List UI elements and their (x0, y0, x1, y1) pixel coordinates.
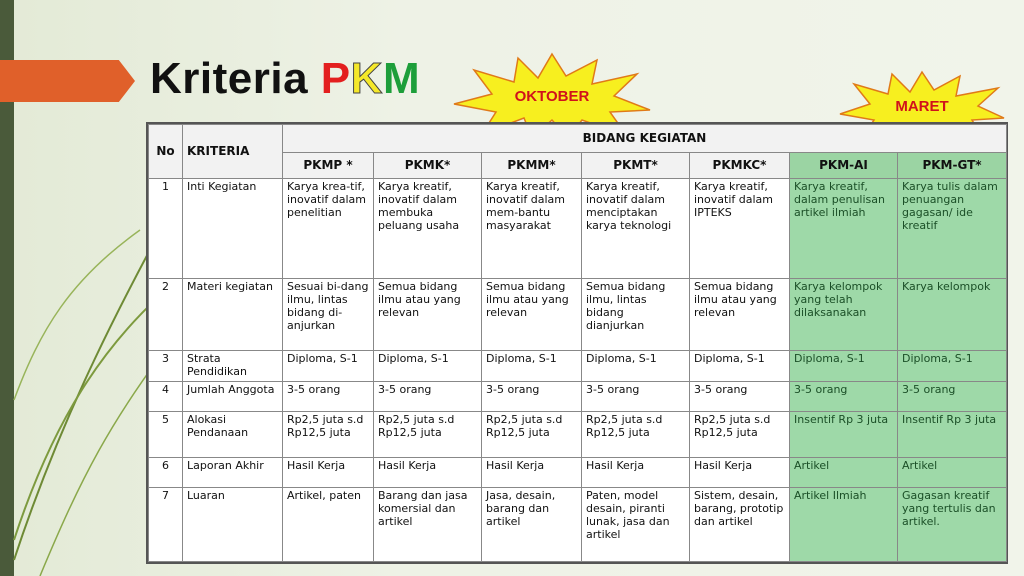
table-cell: Karya kreatif, inovatif dalam IPTEKS (690, 179, 790, 279)
table-row (149, 381, 1007, 411)
table-row (149, 457, 1007, 487)
table-cell: 3-5 orang (898, 381, 1007, 411)
table-cell: Insentif Rp 3 juta (898, 411, 1007, 457)
row-number: 3 (149, 351, 183, 381)
table-cell: Rp2,5 juta s.d Rp12,5 juta (690, 411, 790, 457)
row-criteria: Materi kegiatan (183, 279, 283, 351)
table-cell: Artikel (790, 457, 898, 487)
table-cell: Diploma, S-1 (690, 351, 790, 381)
header-bidang-kegiatan: BIDANG KEGIATAN (283, 125, 1007, 153)
row-criteria: Alokasi Pendanaan (183, 411, 283, 457)
table-cell: Karya kreatif, dalam penulisan artikel ilmiah (790, 179, 898, 279)
title-letter-k: K (350, 54, 383, 103)
row-criteria: Jumlah Anggota (183, 381, 283, 411)
table-cell: Sistem, desain, barang, prototip dan artikel (690, 487, 790, 561)
row-criteria: Strata Pendidikan (183, 351, 283, 381)
table-cell: 3-5 orang (283, 381, 374, 411)
title-letter-p: P (320, 54, 351, 103)
table-row (149, 411, 1007, 457)
table-cell: Semua bidang ilmu atau yang relevan (482, 279, 582, 351)
table-cell: Barang dan jasa komersial dan artikel (374, 487, 482, 561)
table-cell: Hasil Kerja (283, 457, 374, 487)
table-row (149, 351, 1007, 381)
table-cell: 3-5 orang (582, 381, 690, 411)
table-cell: Sesuai bi-dang ilmu, lintas bidang di-anjurkan (283, 279, 374, 351)
title-prefix: Kriteria (150, 54, 321, 103)
criteria-table (148, 124, 1007, 562)
table-cell: Diploma, S-1 (582, 351, 690, 381)
table-cell: Artikel, paten (283, 487, 374, 561)
header-pkmp: PKMP * (283, 153, 374, 179)
table-cell: Rp2,5 juta s.d Rp12,5 juta (374, 411, 482, 457)
table-cell: Insentif Rp 3 juta (790, 411, 898, 457)
table-cell: Karya kelompok (898, 279, 1007, 351)
table-cell: 3-5 orang (790, 381, 898, 411)
table-cell: Diploma, S-1 (790, 351, 898, 381)
table-row (149, 487, 1007, 561)
row-criteria: Luaran (183, 487, 283, 561)
table-cell: Semua bidang ilmu, lintas bidang dianjurkan (582, 279, 690, 351)
row-number: 7 (149, 487, 183, 561)
header-pkmkc: PKMKC* (690, 153, 790, 179)
table-cell: Diploma, S-1 (482, 351, 582, 381)
row-number: 6 (149, 457, 183, 487)
table-cell: 3-5 orang (482, 381, 582, 411)
header-pkm-ai: PKM-AI (790, 153, 898, 179)
table-row (149, 179, 1007, 279)
table-cell: Artikel (898, 457, 1007, 487)
table-cell: Gagasan kreatif yang tertulis dan artikel. (898, 487, 1007, 561)
maret-label: MARET (895, 97, 949, 115)
table-cell: Karya kreatif, inovatif dalam membuka peluang usaha (374, 179, 482, 279)
table-cell: Diploma, S-1 (283, 351, 374, 381)
row-number: 5 (149, 411, 183, 457)
table-cell: Karya krea-tif, inovatif dalam penelitian (283, 179, 374, 279)
table-cell: Paten, model desain, piranti lunak, jasa dan artikel (582, 487, 690, 561)
table-cell: Rp2,5 juta s.d Rp12,5 juta (283, 411, 374, 457)
header-pkmt: PKMT* (582, 153, 690, 179)
row-criteria: Laporan Akhir (183, 457, 283, 487)
header-pkmk: PKMK* (374, 153, 482, 179)
header-row-group (149, 125, 1007, 153)
table-cell: 3-5 orang (690, 381, 790, 411)
row-criteria: Inti Kegiatan (183, 179, 283, 279)
table-cell: Karya kreatif, inovatif dalam menciptakan karya teknologi (582, 179, 690, 279)
row-number: 2 (149, 279, 183, 351)
header-pkmm: PKMM* (482, 153, 582, 179)
oktober-label: OKTOBER (514, 87, 590, 105)
title-arrow (0, 60, 135, 102)
row-number: 1 (149, 179, 183, 279)
header-kriteria: KRITERIA (183, 125, 283, 179)
table-cell: Hasil Kerja (582, 457, 690, 487)
table-cell: Jasa, desain, barang dan artikel (482, 487, 582, 561)
table-cell: Hasil Kerja (374, 457, 482, 487)
row-number: 4 (149, 381, 183, 411)
table-cell: Karya tulis dalam penuangan gagasan/ ide kreatif (898, 179, 1007, 279)
table-row (149, 279, 1007, 351)
title-letter-m: M (382, 54, 421, 103)
table-cell: Karya kelompok yang telah dilaksanakan (790, 279, 898, 351)
table-cell: Semua bidang ilmu atau yang relevan (374, 279, 482, 351)
header-no: No (149, 125, 183, 179)
table-cell: Diploma, S-1 (898, 351, 1007, 381)
table-cell: Semua bidang ilmu atau yang relevan (690, 279, 790, 351)
table-cell: Diploma, S-1 (374, 351, 482, 381)
header-pkm-gt: PKM-GT* (898, 153, 1007, 179)
table-cell: Rp2,5 juta s.d Rp12,5 juta (482, 411, 582, 457)
criteria-table-container (146, 122, 1008, 564)
slide-title (150, 54, 420, 104)
table-cell: Karya kreatif, inovatif dalam mem-bantu masyarakat (482, 179, 582, 279)
table-cell: Hasil Kerja (482, 457, 582, 487)
table-cell: 3-5 orang (374, 381, 482, 411)
table-cell: Hasil Kerja (690, 457, 790, 487)
table-cell: Artikel Ilmiah (790, 487, 898, 561)
table-cell: Rp2,5 juta s.d Rp12,5 juta (582, 411, 690, 457)
